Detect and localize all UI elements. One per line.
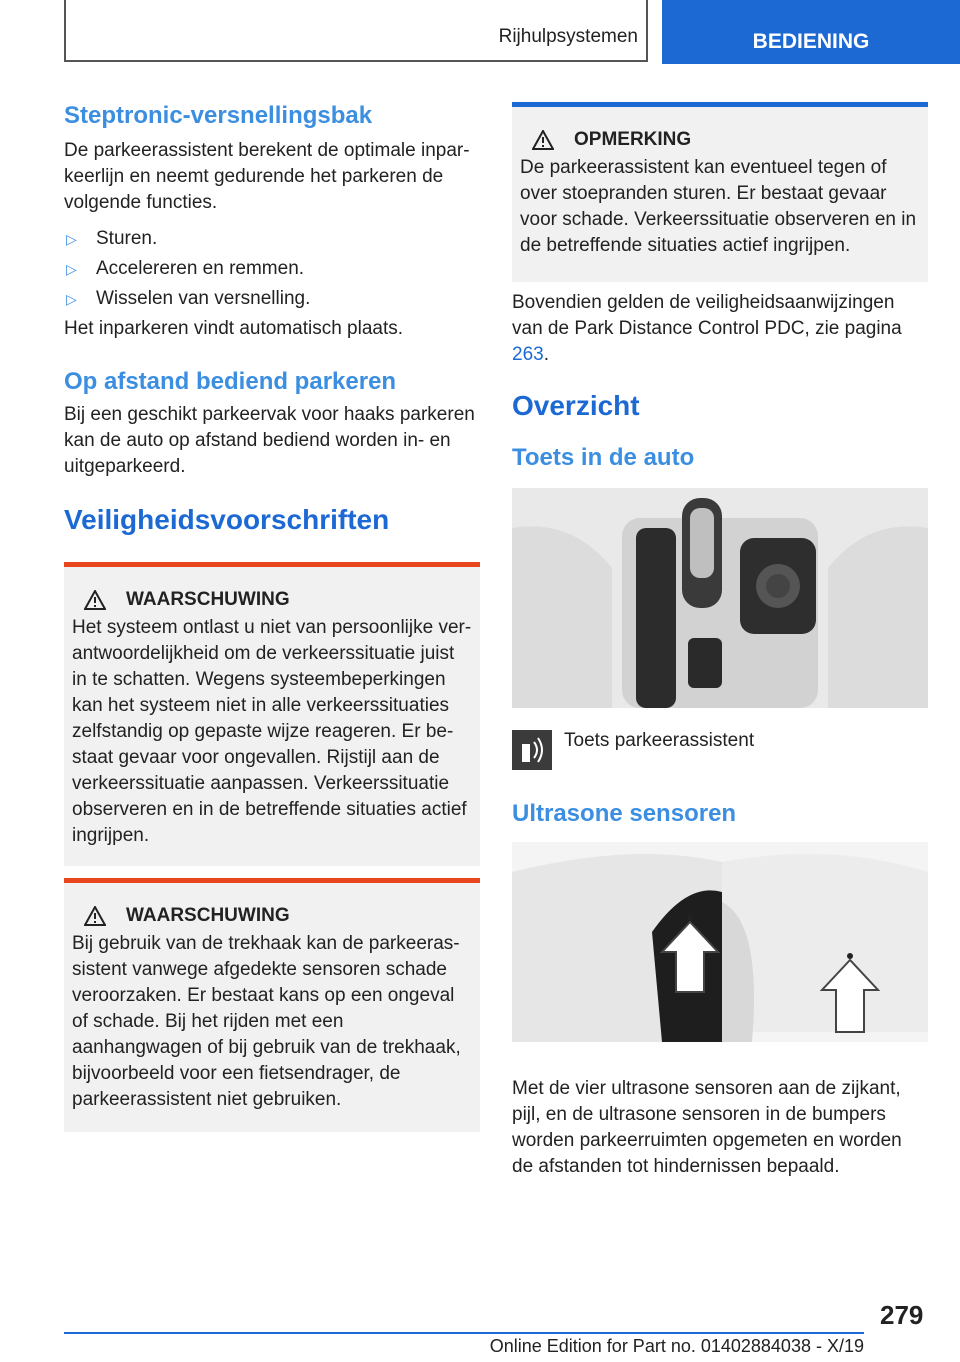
paragraph-sensors: Met de vier ultrasone sensoren aan de zijkant, pijl, en de ultrasone sensoren in de bumpers worden parkeerruimten opgemeten en worden de afstanden tot hindernissen bepaald. <box>512 1078 902 1177</box>
center-console-illustration <box>512 488 928 708</box>
warning-triangle-icon <box>84 906 106 926</box>
sensor-photo <box>512 842 928 1042</box>
heading-overview: Overzicht <box>512 390 640 421</box>
park-assist-icon <box>512 730 552 770</box>
header-section-title: Rijhulpsystemen <box>498 26 638 47</box>
console-photo <box>512 488 928 708</box>
heading-remote-parking: Op afstand bediend parkeren <box>64 368 397 395</box>
warning-title-1 <box>72 589 472 611</box>
heading-steptronic: Steptronic-versnellingsbak <box>64 102 373 129</box>
button-legend-text: Toets parkeerassistent <box>564 730 755 751</box>
warning-triangle-icon <box>532 130 554 150</box>
note-title-text: OPMERKING <box>574 129 692 150</box>
paragraph-remote-parking: Bij een geschikt parkeervak voor haaks parkeren kan de auto op afstand bediend worden in- en uitgeparkeerd. <box>64 404 475 477</box>
triangle-bullet-icon: ▷ <box>66 291 77 307</box>
header-section-box <box>64 0 648 62</box>
note-title <box>520 129 920 151</box>
list-item <box>64 286 480 312</box>
left-column <box>64 100 480 1132</box>
warning-triangle-icon <box>84 590 106 610</box>
note-box <box>512 102 928 282</box>
list-item <box>64 226 480 252</box>
list-item-text: Wisselen van versnelling. <box>96 288 311 309</box>
warning-title-text: WAARSCHUWING <box>126 589 290 610</box>
warning-text-2: Bij gebruik van de trekhaak kan de parkeerassistent vanwege afgedekte sensoren schade veroorzaken. Er bestaat kans op een ongeval of schade. Bij het rijden met een aanhangwagen of bij gebruik van de trekhaak, bijvoorbeeld voor een fietsendrager, de parkeerassistent niet gebruiken. <box>72 933 461 1110</box>
warning-box-2 <box>64 878 480 1132</box>
button-legend <box>512 730 928 770</box>
triangle-bullet-icon: ▷ <box>66 261 77 277</box>
car-side-illustration <box>512 842 928 1042</box>
paragraph-pdc-end: . <box>543 344 549 365</box>
heading-safety: Veiligheidsvoorschriften <box>64 504 390 535</box>
paragraph-pdc-text: Bovendien gelden de veiligheidsaanwijzingen van de Park Distance Control PDC, zie pagina <box>512 292 902 339</box>
header-chapter-tab[interactable]: BEDIENING <box>662 0 960 64</box>
paragraph-steptronic: De parkeerassistent berekent de optimale inparkeerlijn en neemt gedurende het parkeren de volgende functies. <box>64 140 470 213</box>
list-item <box>64 256 480 282</box>
function-list <box>64 226 480 312</box>
heading-button-in-car: Toets in de auto <box>512 444 695 471</box>
footer-edition: Online Edition for Part no. 01402884038 - X/19 <box>489 1336 864 1356</box>
warning-text-1: Het systeem ontlast u niet van persoonlijke verantwoordelijkheid om de verkeerssituatie juist in te schatten. Wegens systeembeperkingen kan het systeem niet in alle verkeerssituaties zelfstandig op gepaste wijze reageren. Er bestaat gevaar voor ongevallen. Rijstijl aan de verkeerssituatie aanpassen. Verkeerssituatie observeren en in de betreffende situaties actief ingrijpen. <box>72 617 472 846</box>
page-number: 279 <box>880 1300 924 1330</box>
heading-ultrasonic: Ultrasone sensoren <box>512 800 737 827</box>
list-item-text: Sturen. <box>96 228 158 249</box>
paragraph-pdc <box>512 290 928 368</box>
warning-title-text: WAARSCHUWING <box>126 905 290 926</box>
page-link[interactable]: 263 <box>512 344 544 365</box>
warning-box-1 <box>64 562 480 866</box>
paragraph-auto: Het inparkeren vindt automatisch plaats. <box>64 318 404 339</box>
footer-divider <box>64 1332 864 1334</box>
right-column <box>512 100 928 1180</box>
warning-title-2 <box>72 905 472 927</box>
list-item-text: Accelereren en remmen. <box>96 258 305 279</box>
note-text: De parkeerassistent kan eventueel tegen of over stoepranden sturen. Er bestaat gevaar voor schade. Verkeerssituatie observeren en in de betreffende situaties actief ingrijpen. <box>520 157 917 256</box>
triangle-bullet-icon: ▷ <box>66 231 77 247</box>
